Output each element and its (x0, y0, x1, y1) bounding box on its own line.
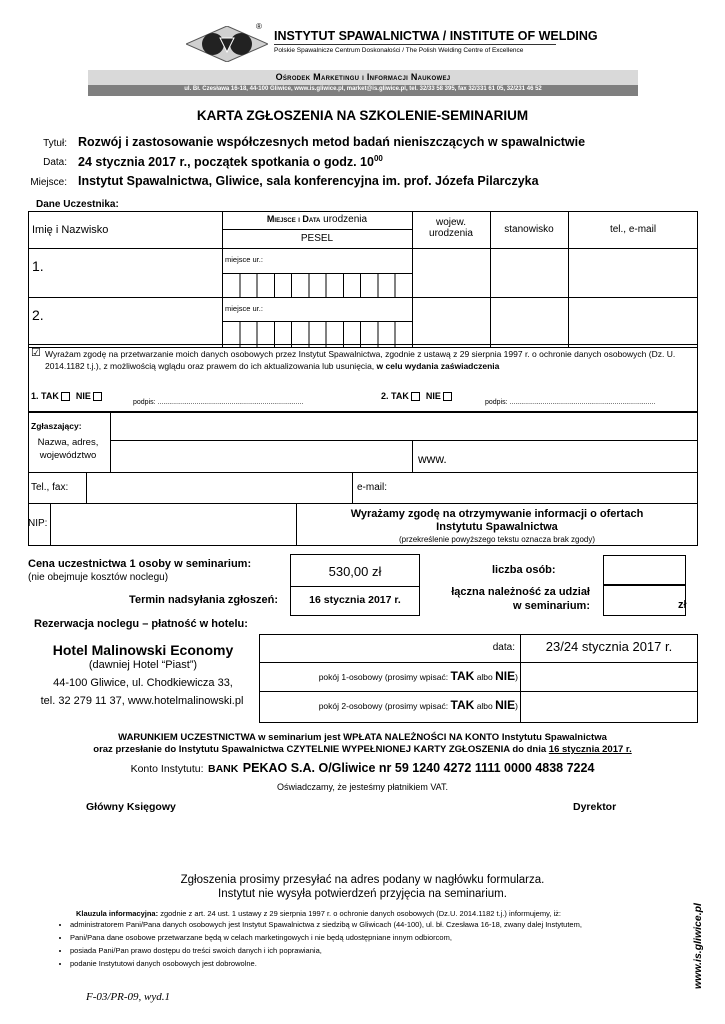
table-line (222, 229, 412, 230)
single-prefix: pokój 1-osobowy (prosimy wpisać: (318, 672, 449, 682)
participants-label: Dane Uczestnika: (36, 199, 119, 210)
www-field-label[interactable]: www. (418, 452, 447, 466)
table-line (412, 211, 413, 348)
hotel-date-value: 23/24 stycznia 2017 r. (545, 639, 673, 654)
hotel-former: (dawniej Hotel “Piast”) (88, 659, 198, 671)
col-position: stanowisko (504, 224, 554, 235)
consent-checkbox-icon[interactable]: ☑ (31, 347, 41, 359)
account-row (0, 759, 725, 777)
title-value: Rozwój i zastosowanie współczesnych metod badań nieniszczących w spawalnictwie (78, 135, 586, 149)
yes1-checkbox[interactable] (61, 392, 70, 401)
account-value: PEKAO S.A. O/Gliwice nr 59 1240 4272 1111 0000 4838 7224 (242, 761, 595, 775)
single-room-row (262, 669, 518, 683)
row2-num: 2. (32, 307, 44, 323)
total-field[interactable] (603, 585, 686, 616)
single-tak[interactable]: TAK (450, 669, 475, 683)
send-line-2: Instytut nie wysyła potwierdzeń przyjęcia na seminarium. (218, 888, 507, 900)
persons-field[interactable] (603, 555, 686, 585)
no2-checkbox[interactable] (443, 392, 452, 401)
account-label: Konto Instytutu: (130, 763, 204, 775)
applicant-sub: Nazwa, adres, województwo (37, 437, 99, 461)
double-nie[interactable]: NIE (495, 698, 516, 712)
place-value: Instytut Spawalnictwa, Gliwice, sala konferencyjna im. prof. Józefa Pilarczyka (78, 174, 539, 188)
yes2-label: 2. TAK (381, 391, 409, 401)
deadline-label: Termin nadsyłania zgłoszeń: (129, 594, 278, 606)
applicant-name-field[interactable] (111, 413, 697, 440)
row1-num: 1. (32, 258, 44, 274)
yes1-label: 1. TAK (31, 391, 59, 401)
side-url[interactable]: www.is.gliwice.pl (692, 903, 704, 989)
price-label: Cena uczestnictwa 1 osoby w seminarium: (28, 558, 252, 570)
tel-label: Tel., fax: (31, 482, 69, 493)
institute-name: INSTYTUT SPAWALNICTWA / INSTITUTE OF WELDING (274, 29, 598, 43)
no2-label: NIE (425, 391, 441, 401)
double-prefix: pokój 2-osobowy (prosimy wpisać: (318, 701, 449, 711)
place-label: Miejsce: (30, 177, 67, 188)
col-place-date: Miejsce i Data (266, 214, 321, 224)
yes1-row (31, 391, 102, 401)
hotel-contact: tel. 32 279 11 37, www.hotelmalinowski.pl (40, 695, 244, 707)
applicant-label: Zgłaszający: (31, 421, 82, 431)
vat-statement: Oświadczamy, że jesteśmy płatnikiem VAT. (276, 782, 449, 792)
price-value: 530,00 zł (328, 564, 382, 579)
consent-text-block (45, 348, 695, 372)
table-line (352, 472, 353, 503)
center-name: Ośrodek Marketingu i Informacji Naukowej (275, 72, 451, 82)
sign2-label: podpis: (485, 399, 508, 406)
double-room-field[interactable] (521, 692, 697, 722)
nip-field[interactable] (51, 504, 295, 546)
list-item: • podanie Instytutowi danych osobowych jest dobrowolne. (70, 957, 710, 970)
date-value-row (78, 154, 383, 169)
single-albo: albo (476, 672, 493, 682)
col-voiv: wojew. urodzenia (429, 217, 473, 239)
price-note: (nie obejmuje kosztów noclegu) (28, 572, 169, 583)
no1-label: NIE (75, 391, 91, 401)
col-place-date-row (222, 214, 412, 225)
payment-line2 (0, 744, 725, 755)
deadline-value: 16 stycznia 2017 r. (309, 594, 401, 606)
logo (186, 26, 268, 62)
table-line (290, 586, 420, 587)
sign2-row (485, 399, 655, 406)
col-birth: urodzenia (323, 214, 368, 225)
payment-line1: WARUNKIEM UCZESTNICTWA w seminarium jest WPŁATA NALEŻNOŚCI NA KONTO Instytutu Spawalnictwa (118, 732, 607, 743)
total-label-2: w seminarium: (512, 600, 590, 612)
form-code: F-03/PR-09, wyd.1 (86, 991, 171, 1003)
date-sup: 00 (373, 154, 383, 163)
clause-row (76, 909, 561, 918)
hotel-name: Hotel Malinowski Economy (52, 642, 234, 658)
offer-consent-2: Instytutu Spawalnictwa (436, 521, 558, 533)
persons-label: liczba osób: (492, 564, 556, 576)
single-close: ) (515, 672, 518, 682)
consent-text: Wyrażam zgodę na przetwarzanie moich danych osobowych przez Instytut Spawalnictwa, zgodnie z ustawą z 29 sierpnia 1997 r. o ochronie danych osobowych (Dz. U. 2014.1182 t.j.), z możliwością wglądu oraz prawem do ich aktualizowania lub usunięcia, (45, 349, 676, 371)
reservation-label: Rezerwacja noclegu – płatność w hotelu: (34, 618, 248, 630)
registered-mark: ® (256, 22, 262, 31)
total-label-1: łączna należność za udział (451, 586, 590, 598)
send-line-1: Zgłoszenia prosimy przesyłać na adres podany w nagłówku formularza. (180, 874, 545, 886)
address-line: ul. Bł. Czesława 16-18, 44-100 Gliwice, www.is.gliwice.pl, market@is.gliwice.pl, tel. 32/33 58 395, fax 32/331 61 05, 32/231 46 52 (184, 86, 542, 92)
list-item: • posiada Pani/Pan prawo dostępu do treści swoich danych i ich poprawiania, (70, 944, 710, 957)
table-line (412, 440, 413, 472)
table-line (28, 297, 698, 298)
clause-label: Klauzula informacyjna: (76, 909, 159, 918)
clause-text: zgodnie z art. 24 ust. 1 ustawy z 29 sierpnia 1997 r. o ochronie danych osobowych (Dz.U. 2014.1182 t.j.) informujemy, iż: (160, 909, 561, 918)
email-field[interactable] (400, 473, 697, 503)
table-line (28, 248, 698, 249)
hotel-date-label: data: (492, 642, 515, 653)
consent-bold: w celu wydania zaświadczenia (376, 361, 500, 371)
single-room-field[interactable] (521, 663, 697, 691)
payment-line2b: 16 stycznia 2017 r. (548, 744, 632, 755)
offer-note: (przekreślenie powyższego tekstu oznacza brak zgody) (398, 535, 596, 544)
no1-checkbox[interactable] (93, 392, 102, 401)
hotel-address: 44-100 Gliwice, ul. Chodkiewicza 33, (53, 677, 233, 689)
total-currency: zł (678, 599, 687, 611)
double-albo: albo (476, 701, 493, 711)
email-label: e-mail: (357, 482, 388, 493)
title-label: Tytuł: (43, 138, 67, 149)
director-label: Dyrektor (573, 801, 617, 813)
clause-list (40, 918, 710, 970)
yes2-checkbox[interactable] (411, 392, 420, 401)
accountant-label: Główny Księgowy (86, 801, 176, 813)
col-contact: tel., e-mail (609, 224, 657, 235)
sign1-row (133, 399, 303, 406)
institute-subtitle: Polskie Spawalnicze Centrum Doskonałości / The Polish Welding Centre of Excellence (274, 47, 524, 54)
sign1-label: podpis: (133, 399, 156, 406)
col-pesel: PESEL (300, 233, 334, 244)
single-nie[interactable]: NIE (495, 669, 516, 683)
account-bank: BANK (207, 763, 239, 775)
payment-line2a: oraz przesłanie do Instytutu Spawalnictwa CZYTELNIE WYPEŁNIONEJ KARTY ZGŁOSZENIA do dnia (93, 744, 547, 755)
row1-place-label: miejsce ur.: (225, 255, 263, 264)
double-close: ) (515, 701, 518, 711)
date-value: 24 stycznia 2017 r., początek spotkania o godz. 10 (78, 155, 374, 170)
double-tak[interactable]: TAK (450, 698, 475, 712)
yes2-row (381, 391, 452, 401)
sign1-dots[interactable]: ........................................................................... (157, 399, 304, 406)
row2-place-label: miejsce ur.: (225, 304, 263, 313)
list-item: • administratorem Pani/Pana danych osobowych jest Instytut Spawalnictwa z siedzibą w Gliwicach (44-100), ul. bł. Czesława 16-18, zwany dalej Instytutem, (70, 918, 710, 931)
nip-label: NIP: (28, 518, 48, 529)
list-item: • Pani/Pana dane osobowe przetwarzane będą w celach marketingowych i nie będą udostępniane innym odbiorcom, (70, 931, 710, 944)
double-room-row (262, 698, 518, 712)
header-rule (274, 44, 556, 45)
tel-field[interactable] (87, 473, 351, 503)
form-title: KARTA ZGŁOSZENIA NA SZKOLENIE-SEMINARIUM (196, 108, 529, 123)
col-name: Imię i Nazwisko (32, 224, 109, 236)
date-label: Data: (43, 157, 67, 168)
applicant-address-field[interactable] (111, 441, 411, 472)
row1-pesel-boxes[interactable] (222, 273, 412, 297)
offer-consent-1: Wyrażamy zgodę na otrzymywanie informacji o ofertach (350, 508, 644, 520)
sign2-dots[interactable]: ........................................................................... (509, 399, 656, 406)
